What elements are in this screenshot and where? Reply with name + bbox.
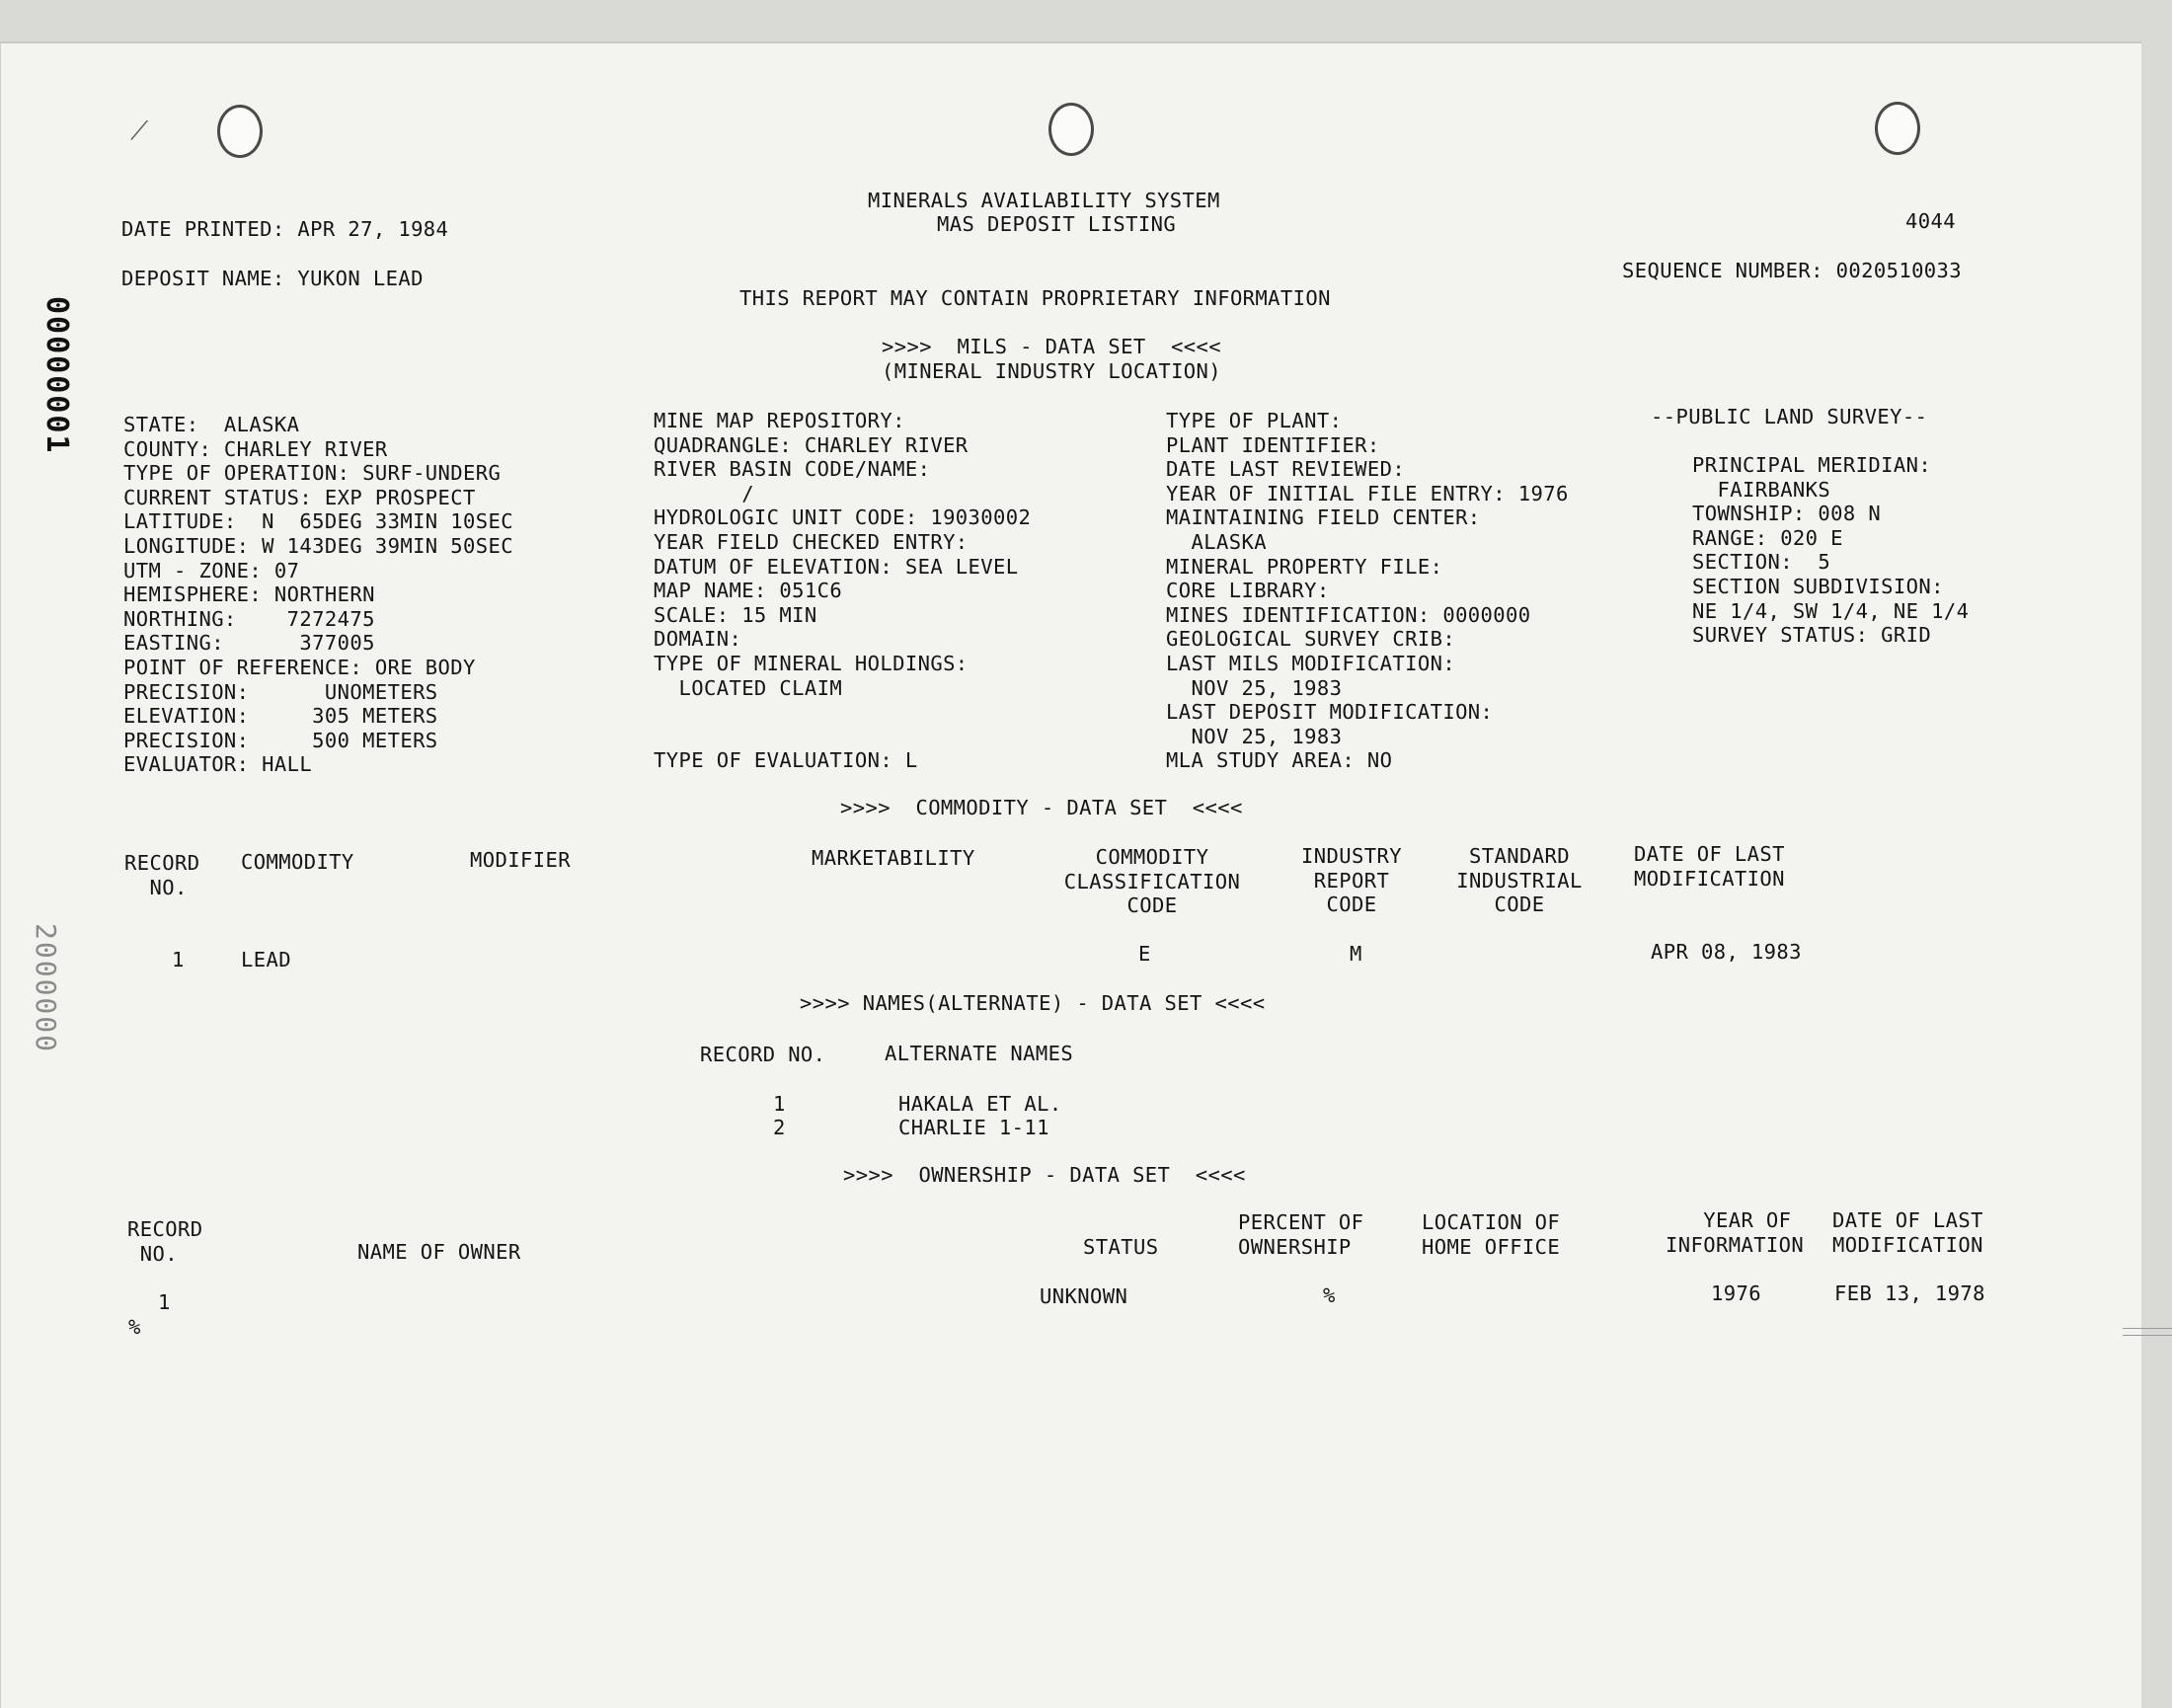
deposit-name: DEPOSIT NAME: YUKON LEAD bbox=[121, 267, 424, 290]
page-number: 4044 bbox=[1905, 209, 1956, 233]
commodity-record-no: 1 bbox=[172, 948, 185, 971]
mils-field: DATUM OF ELEVATION: SEA LEVEL bbox=[654, 554, 1019, 579]
mils-title: >>>> MILS - DATA SET <<<< bbox=[882, 335, 1222, 358]
names-record-no: 1 bbox=[773, 1092, 786, 1116]
ownership-title: >>>> OWNERSHIP - DATA SET <<<< bbox=[843, 1163, 1246, 1187]
commodity-header-classification: COMMODITY CLASSIFICATION CODE bbox=[1063, 845, 1241, 918]
commodity-header-modifier: MODIFIER bbox=[470, 848, 571, 872]
mils-field: PLANT IDENTIFIER: bbox=[1166, 432, 1380, 457]
ownership-header-record-no: RECORD NO. bbox=[127, 1217, 203, 1266]
mils-field: MAP NAME: 051C6 bbox=[654, 579, 843, 603]
edge-line bbox=[2123, 1335, 2172, 1336]
mils-field bbox=[654, 725, 1031, 749]
mils-field: CORE LIBRARY: bbox=[1166, 579, 1330, 603]
mils-field: CURRENT STATUS: EXP PROSPECT bbox=[123, 485, 476, 509]
ownership-header-name-of-owner: NAME OF OWNER bbox=[357, 1240, 521, 1264]
mils-field: ELEVATION: 305 METERS bbox=[123, 704, 438, 729]
mils-field: HEMISPHERE: NORTHERN bbox=[123, 582, 375, 607]
commodity-title: >>>> COMMODITY - DATA SET <<<< bbox=[840, 796, 1243, 819]
mils-field: LATITUDE: N 65DEG 33MIN 10SEC bbox=[123, 509, 514, 534]
date-printed: DATE PRINTED: APR 27, 1984 bbox=[121, 217, 449, 241]
mils-field: LAST DEPOSIT MODIFICATION: bbox=[1166, 700, 1494, 725]
commodity-date-last-mod: APR 08, 1983 bbox=[1651, 940, 1802, 964]
mils-field: / bbox=[654, 481, 754, 505]
mils-field: MAINTAINING FIELD CENTER: bbox=[1166, 505, 1481, 530]
commodity-header-sic: STANDARD INDUSTRIAL CODE bbox=[1456, 844, 1583, 917]
pencil-mark: ⟋ bbox=[130, 116, 149, 146]
mils-field: UTM - ZONE: 07 bbox=[123, 558, 300, 582]
ownership-record-no: 1 bbox=[158, 1290, 171, 1314]
listing-title: MAS DEPOSIT LISTING bbox=[937, 212, 1177, 236]
film-number: 00000001 bbox=[39, 296, 74, 455]
ownership-percent: % bbox=[1323, 1283, 1336, 1307]
mils-field: LAST MILS MODIFICATION: bbox=[1166, 651, 1456, 675]
ownership-extra-percent: % bbox=[128, 1315, 141, 1339]
punch-hole-left bbox=[217, 105, 263, 158]
mils-subtitle: (MINERAL INDUSTRY LOCATION) bbox=[882, 359, 1222, 383]
commodity-name: LEAD bbox=[241, 948, 291, 971]
mils-field: NOV 25, 1983 bbox=[1166, 724, 1343, 748]
mils-field: EVALUATOR: HALL bbox=[123, 752, 313, 777]
mils-field: QUADRANGLE: CHARLEY RIVER bbox=[654, 432, 969, 457]
mils-map-column bbox=[654, 409, 1031, 773]
public-land-survey-column bbox=[1692, 453, 1969, 648]
mils-field: PRECISION: UNOMETERS bbox=[123, 679, 438, 704]
mils-field: LONGITUDE: W 143DEG 39MIN 50SEC bbox=[123, 533, 514, 558]
punch-hole-center bbox=[1048, 103, 1094, 156]
plss-field: PRINCIPAL MERIDIAN: bbox=[1692, 453, 1932, 477]
names-record-no: 2 bbox=[773, 1116, 786, 1139]
ownership-header-date-last-mod: DATE OF LAST MODIFICATION bbox=[1832, 1208, 1983, 1257]
mils-field: MINE MAP REPOSITORY: bbox=[654, 409, 905, 432]
mils-field: PRECISION: 500 METERS bbox=[123, 728, 438, 752]
mils-field bbox=[654, 700, 1031, 725]
commodity-header-record-no: RECORD NO. bbox=[124, 851, 200, 899]
mils-field: TYPE OF PLANT: bbox=[1166, 409, 1343, 432]
film-number-faint: 2000000 bbox=[30, 923, 62, 1054]
mils-field: DATE LAST REVIEWED: bbox=[1166, 457, 1406, 482]
ownership-status: UNKNOWN bbox=[1040, 1284, 1128, 1308]
mils-field: RIVER BASIN CODE/NAME: bbox=[654, 457, 931, 482]
plss-field: NE 1/4, SW 1/4, NE 1/4 bbox=[1692, 598, 1970, 623]
plss-field: RANGE: 020 E bbox=[1692, 525, 1843, 550]
mils-field: TYPE OF EVALUATION: L bbox=[654, 748, 918, 773]
mils-field: POINT OF REFERENCE: ORE BODY bbox=[123, 655, 476, 679]
system-title: MINERALS AVAILABILITY SYSTEM bbox=[868, 189, 1220, 212]
plss-field: FAIRBANKS bbox=[1692, 477, 1831, 502]
mils-field: YEAR FIELD CHECKED ENTRY: bbox=[654, 529, 969, 554]
alternate-name: HAKALA ET AL. bbox=[898, 1092, 1062, 1116]
plss-field: SECTION SUBDIVISION: bbox=[1692, 574, 1944, 598]
ownership-header-year-info: YEAR OF INFORMATION bbox=[1666, 1208, 1805, 1257]
mils-field: DOMAIN: bbox=[654, 627, 742, 652]
ownership-date-last-mod: FEB 13, 1978 bbox=[1834, 1281, 1985, 1305]
mils-field: COUNTY: CHARLEY RIVER bbox=[123, 436, 388, 461]
punch-hole-right bbox=[1875, 102, 1920, 155]
names-title: >>>> NAMES(ALTERNATE) - DATA SET <<<< bbox=[800, 991, 1266, 1015]
ownership-header-status: STATUS bbox=[1083, 1235, 1159, 1259]
mils-location-column bbox=[123, 413, 513, 777]
commodity-header-commodity: COMMODITY bbox=[241, 850, 354, 874]
mils-field: EASTING: 377005 bbox=[123, 631, 375, 656]
mils-field: NOV 25, 1983 bbox=[1166, 675, 1343, 700]
commodity-header-date-last-mod: DATE OF LAST MODIFICATION bbox=[1634, 842, 1785, 891]
mils-field: GEOLOGICAL SURVEY CRIB: bbox=[1166, 627, 1456, 652]
plss-field: SURVEY STATUS: GRID bbox=[1692, 623, 1932, 648]
mils-field: LOCATED CLAIM bbox=[654, 675, 843, 700]
mils-field: STATE: ALASKA bbox=[123, 413, 300, 436]
commodity-header-industry-report: INDUSTRY REPORT CODE bbox=[1301, 844, 1402, 917]
mils-field: HYDROLOGIC UNIT CODE: 19030002 bbox=[654, 505, 1032, 530]
mils-field: NORTHING: 7272475 bbox=[123, 606, 375, 631]
commodity-classification-code: E bbox=[1138, 942, 1151, 966]
mils-field: TYPE OF OPERATION: SURF-UNDERG bbox=[123, 461, 502, 486]
mils-file-column bbox=[1166, 409, 1569, 773]
names-header-record-no: RECORD NO. bbox=[700, 1043, 826, 1066]
plss-field: TOWNSHIP: 008 N bbox=[1692, 502, 1882, 526]
ownership-header-percent: PERCENT OF OWNERSHIP bbox=[1238, 1210, 1364, 1259]
mils-field: MLA STUDY AREA: NO bbox=[1166, 748, 1393, 773]
commodity-industry-report-code: M bbox=[1350, 942, 1362, 966]
plss-field: SECTION: 5 bbox=[1692, 550, 1831, 575]
ownership-header-home-office: LOCATION OF HOME OFFICE bbox=[1422, 1210, 1561, 1259]
mils-field: ALASKA bbox=[1166, 529, 1267, 554]
mils-field: TYPE OF MINERAL HOLDINGS: bbox=[654, 651, 969, 675]
proprietary-notice: THIS REPORT MAY CONTAIN PROPRIETARY INFORMATION bbox=[739, 286, 1331, 310]
ownership-year-info: 1976 bbox=[1711, 1281, 1761, 1305]
mils-field: MINES IDENTIFICATION: 0000000 bbox=[1166, 602, 1531, 627]
sequence-number: SEQUENCE NUMBER: 0020510033 bbox=[1622, 259, 1963, 282]
names-header-alternate-names: ALTERNATE NAMES bbox=[885, 1042, 1074, 1065]
commodity-header-marketability: MARKETABILITY bbox=[812, 846, 975, 870]
plss-title: --PUBLIC LAND SURVEY-- bbox=[1651, 405, 1928, 428]
alternate-name: CHARLIE 1-11 bbox=[898, 1116, 1049, 1139]
mils-field: YEAR OF INITIAL FILE ENTRY: 1976 bbox=[1166, 481, 1569, 505]
mils-field: MINERAL PROPERTY FILE: bbox=[1166, 554, 1443, 579]
mils-field: SCALE: 15 MIN bbox=[654, 602, 817, 627]
edge-line bbox=[2123, 1328, 2172, 1329]
